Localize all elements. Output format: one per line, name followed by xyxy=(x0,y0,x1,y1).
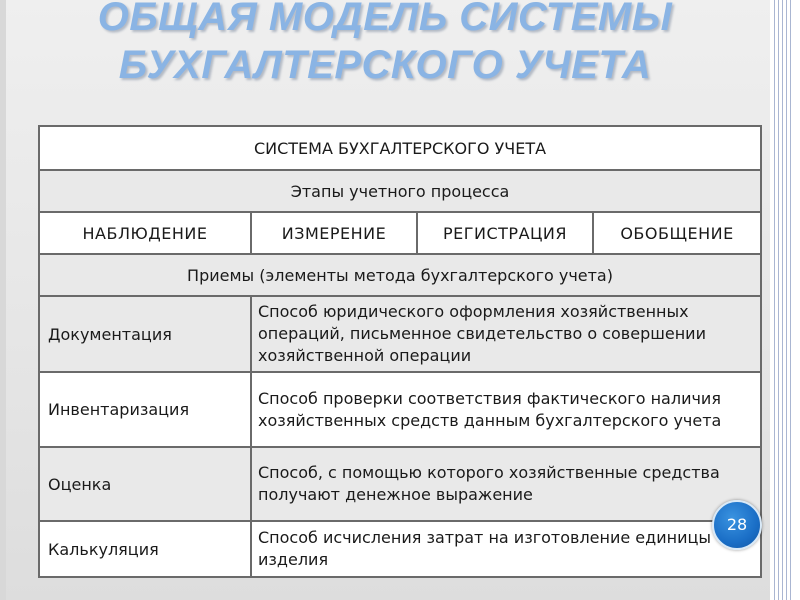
element-description: Способ проверки соответствия фактического наличия хозяйственных средств данным бухгалтерского учета xyxy=(251,372,761,447)
element-description: Способ юридического оформления хозяйственных операций, письменное свидетельство о совершении хозяйственной операции xyxy=(251,296,761,372)
stage-cell-generalization: ОБОБЩЕНИЕ xyxy=(593,212,761,254)
page-number-badge: 28 xyxy=(712,500,762,550)
stage-cell-registration: РЕГИСТРАЦИЯ xyxy=(417,212,593,254)
decorative-stripes xyxy=(770,0,800,600)
table-header-cell: СИСТЕМА БУХГАЛТЕРСКОГО УЧЕТА xyxy=(39,126,761,170)
table-row xyxy=(39,372,761,447)
methods-title-row xyxy=(39,254,761,296)
methods-title-cell: Приемы (элементы метода бухгалтерского учета) xyxy=(39,254,761,296)
slide-title-line-1: ОБЩАЯ МОДЕЛЬ СИСТЕМЫ xyxy=(97,0,673,39)
element-name: Инвентаризация xyxy=(39,372,251,447)
table-row xyxy=(39,296,761,372)
table-header-row xyxy=(39,126,761,170)
table-row xyxy=(39,521,761,577)
stage-cell-measurement: ИЗМЕРЕНИЕ xyxy=(251,212,417,254)
stages-title-cell: Этапы учетного процесса xyxy=(39,170,761,212)
stages-row xyxy=(39,212,761,254)
element-description: Способ исчисления затрат на изготовление единицы изделия xyxy=(251,521,761,577)
stages-title-row xyxy=(39,170,761,212)
slide-title-line-2: БУХГАЛТЕРСКОГО УЧЕТА xyxy=(118,43,652,87)
accounting-model-table xyxy=(38,125,762,578)
element-description: Способ, с помощью которого хозяйственные средства получают денежное выражение xyxy=(251,447,761,521)
element-name: Оценка xyxy=(39,447,251,521)
table-row xyxy=(39,447,761,521)
element-name: Документация xyxy=(39,296,251,372)
stage-cell-observation: НАБЛЮДЕНИЕ xyxy=(39,212,251,254)
element-name: Калькуляция xyxy=(39,521,251,577)
